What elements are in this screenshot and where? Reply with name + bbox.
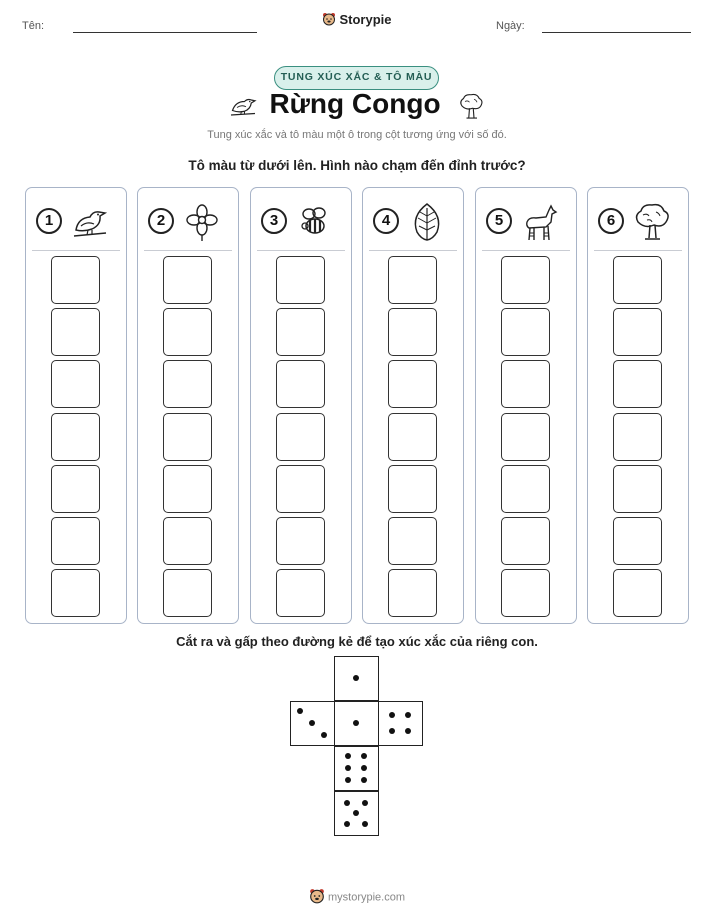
color-cell[interactable] (163, 256, 212, 304)
column (475, 187, 577, 624)
color-cell[interactable] (388, 413, 437, 461)
column-number: 4 (373, 208, 399, 234)
die-pip (353, 810, 359, 816)
bear-logo-icon (309, 888, 325, 907)
color-cell[interactable] (51, 465, 100, 513)
color-cell[interactable] (388, 465, 437, 513)
die-face (378, 701, 423, 746)
color-cell[interactable] (276, 256, 325, 304)
die-face (334, 656, 379, 701)
column (250, 187, 352, 624)
color-cell[interactable] (613, 360, 662, 408)
color-cell[interactable] (163, 465, 212, 513)
color-cell[interactable] (501, 413, 550, 461)
color-cell[interactable] (388, 256, 437, 304)
die-face (334, 791, 379, 836)
die-pip (361, 777, 367, 783)
bear-logo-icon (322, 12, 336, 29)
column-number: 2 (148, 208, 174, 234)
die-pip (389, 712, 395, 718)
color-cell[interactable] (276, 308, 325, 356)
color-cell[interactable] (613, 413, 662, 461)
color-cell[interactable] (276, 569, 325, 617)
die-pip (353, 720, 359, 726)
color-cell[interactable] (51, 569, 100, 617)
column-number: 1 (36, 208, 62, 234)
color-cell[interactable] (613, 308, 662, 356)
die-pip (345, 765, 351, 771)
die-face (334, 746, 379, 791)
cut-instruction: Cắt ra và gấp theo đường kẻ để tạo xúc xắc của riêng con. (176, 634, 538, 649)
color-cell[interactable] (163, 413, 212, 461)
color-cell[interactable] (163, 517, 212, 565)
column (25, 187, 127, 624)
die-pip (345, 777, 351, 783)
die-pip (361, 753, 367, 759)
die-pip (405, 728, 411, 734)
color-cell[interactable] (276, 465, 325, 513)
name-line[interactable] (73, 32, 257, 33)
bee-icon (295, 202, 335, 242)
color-cell[interactable] (501, 308, 550, 356)
title-text: Rừng Congo (269, 88, 441, 119)
tree-title-icon (455, 91, 487, 121)
color-cell[interactable] (388, 517, 437, 565)
color-cell[interactable] (51, 360, 100, 408)
column-number: 5 (486, 208, 512, 234)
die-pip (344, 800, 350, 806)
activity-badge: TUNG XÚC XẮC & TÔ MÀU (274, 66, 439, 90)
color-cell[interactable] (51, 256, 100, 304)
color-cell[interactable] (501, 517, 550, 565)
color-cell[interactable] (613, 569, 662, 617)
color-cell[interactable] (613, 465, 662, 513)
die-face (334, 701, 379, 746)
color-cell[interactable] (388, 308, 437, 356)
die-pip (405, 712, 411, 718)
brand-name: Storypie (339, 12, 392, 27)
column (137, 187, 239, 624)
column-number: 6 (598, 208, 624, 234)
die-pip (362, 821, 368, 827)
die-pip (309, 720, 315, 726)
die-pip (362, 800, 368, 806)
bird-icon (70, 202, 110, 242)
date-label: Ngày: (496, 20, 525, 32)
footer (0, 888, 714, 907)
color-cell[interactable] (276, 517, 325, 565)
leaf-icon (407, 202, 447, 242)
color-cell[interactable] (388, 360, 437, 408)
footer-url: mystorypie.com (327, 891, 406, 904)
column-header (261, 202, 345, 242)
bird-title-icon (227, 91, 259, 121)
column-header (36, 202, 120, 242)
die-pip (297, 708, 303, 714)
color-cell[interactable] (388, 569, 437, 617)
column-header (148, 202, 232, 242)
color-cell[interactable] (51, 308, 100, 356)
okapi-icon (520, 202, 560, 242)
flower-icon (182, 202, 222, 242)
column-header (373, 202, 457, 242)
color-cell[interactable] (163, 569, 212, 617)
column (587, 187, 689, 624)
tree-icon (632, 202, 672, 242)
page-title (0, 88, 714, 121)
color-cell[interactable] (613, 256, 662, 304)
column (362, 187, 464, 624)
color-cell[interactable] (501, 569, 550, 617)
die-pip (345, 753, 351, 759)
column-number: 3 (261, 208, 287, 234)
color-cell[interactable] (501, 465, 550, 513)
color-cell[interactable] (501, 360, 550, 408)
die-pip (361, 765, 367, 771)
color-cell[interactable] (163, 360, 212, 408)
color-cell[interactable] (163, 308, 212, 356)
brand-logo (0, 12, 714, 29)
color-cell[interactable] (51, 413, 100, 461)
name-label: Tên: (22, 20, 45, 32)
color-cell[interactable] (51, 517, 100, 565)
date-line[interactable] (542, 32, 691, 33)
column-header (598, 202, 682, 242)
instruction-text: Tô màu từ dưới lên. Hình nào chạm đến đỉnh trước? (188, 158, 526, 173)
die-face (290, 701, 335, 746)
die-pip (389, 728, 395, 734)
color-cell[interactable] (501, 256, 550, 304)
die-pip (321, 732, 327, 738)
color-cell[interactable] (276, 413, 325, 461)
subtitle: Tung xúc xắc và tô màu một ô trong cột tương ứng với số đó. (207, 129, 507, 141)
die-pip (353, 675, 359, 681)
column-header (486, 202, 570, 242)
color-cell[interactable] (613, 517, 662, 565)
color-cell[interactable] (276, 360, 325, 408)
die-pip (344, 821, 350, 827)
